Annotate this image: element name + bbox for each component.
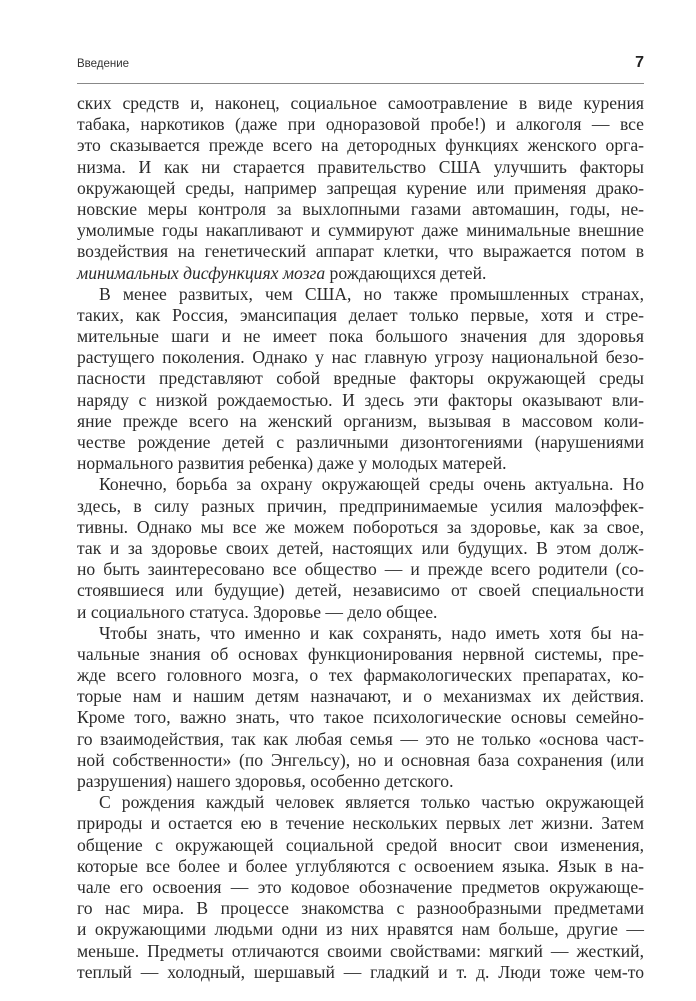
- paragraph: [77, 792, 644, 983]
- text-line: разрушения) нашего здоровья, особенно детского.: [77, 771, 454, 791]
- page-number: 7: [635, 54, 644, 71]
- text-line: [77, 263, 644, 284]
- text-line: С рождения каждый человек является только частью окружающей: [99, 792, 644, 813]
- text-line: пасности представляют собой вредные факторы окружающей среды: [77, 368, 644, 389]
- text-line: и социального статуса. Здоровье — дело общее.: [77, 601, 438, 622]
- text-line: Конечно, борьба за охрану окружающей среды очень актуальна. Но: [99, 474, 644, 495]
- text-line: го взаимодействия, так как любая семья — это не только «основа част-: [77, 728, 644, 749]
- text-line: общение с окружающей социальной средой вносит свои изменения,: [77, 834, 644, 855]
- italic-term: минимальных дисфункциях мозга: [77, 262, 326, 283]
- text-line: растущего поколения. Однако у нас главную угрозу национальной безо-: [77, 347, 644, 368]
- text-line: это сказывается прежде всего на детородных функциях женского орга-: [77, 135, 644, 156]
- text-line: нормального развития ребенка) даже у молодых матерей.: [77, 453, 507, 474]
- text-line: окружающей среды, например запрещая курение или применяя драко-: [77, 177, 644, 198]
- text-line: честве рождение детей с различными дизонтогениями (нарушениями: [77, 432, 644, 452]
- text-line: которые все более и более углубляются с освоением языка. Язык в на-: [77, 855, 644, 876]
- text-line: табака, наркотиков (даже при одноразовой пробе!) и алкоголя — все: [77, 114, 644, 135]
- text-line: природы и остается ею в течение нескольких первых лет жизни. Затем: [77, 813, 644, 834]
- text-line: В менее развитых, чем США, но также промышленных странах,: [99, 283, 644, 304]
- text-line: но быть заинтересовано все общество — и прежде всего родители (со-: [77, 559, 644, 580]
- text-line: Кроме того, важно знать, что такое психологические основы семейно-: [77, 707, 644, 728]
- text-line: ских средств и, наконец, социальное самоотравление в виде курения: [77, 93, 644, 113]
- paragraph: [77, 284, 644, 475]
- text-line: ной собственности» (по Энгельсу), но и основная база сохранения (или: [77, 749, 644, 770]
- text-line: чале его освоения — это кодовое обозначение предметов окружающе-: [77, 876, 644, 897]
- text-line: жде всего головного мозга, о тех фармакологических препаратах, ко-: [77, 665, 644, 686]
- text-line: стоявшиеся или будущие) детей, независимо от своей специальности: [77, 580, 644, 601]
- text-line: низма. И как ни старается правительство США улучшить факторы: [77, 156, 644, 177]
- text-line: воздействия на генетический аппарат клетки, что выражается потом в: [77, 241, 644, 262]
- text-line: теплый — холодный, шершавый — гладкий и т. д. Люди тоже чем-то: [77, 961, 644, 982]
- text-line: мительные шаги и не имеет пока большого значения для здоровья: [77, 326, 644, 347]
- paragraph: [77, 93, 644, 284]
- paragraph: [77, 474, 644, 622]
- text-line: тивны. Однако мы все же можем побороться за здоровье, как за свое,: [77, 516, 644, 537]
- text-segment: рождающихся детей.: [325, 262, 487, 283]
- text-line: го нас мира. В процессе знакомства с разнообразными предметами: [77, 898, 644, 919]
- text-line: таких, как Россия, эмансипация делает только первые, хотя и стре-: [77, 304, 644, 325]
- paragraph: [77, 623, 644, 793]
- text-line: чальные знания об основах функционирования нервной системы, пре-: [77, 643, 644, 664]
- text-line: Чтобы знать, что именно и как сохранять, надо иметь хотя бы на-: [99, 622, 644, 643]
- running-title: Введение: [77, 58, 130, 70]
- text-line: здесь, в силу разных причин, предпринимаемые усилия малоэффек-: [77, 495, 644, 516]
- text-line: яние прежде всего на женский организм, вызывая в массовом коли-: [77, 410, 644, 431]
- text-line: так и за здоровье своих детей, настоящих или будущих. В этом долж-: [77, 537, 644, 558]
- header-rule: [77, 83, 644, 84]
- text-line: и окружающими людьми одни из них нравятся нам больше, другие —: [77, 919, 644, 940]
- page-header: [77, 56, 644, 78]
- body-text: [77, 93, 644, 983]
- text-line: торые нам и нашим детям назначают, и о механизмах их действия.: [77, 686, 644, 707]
- text-line: новские меры контроля за выхлопными газами автомашин, годы, не-: [77, 198, 644, 219]
- text-line: умолимые годы накапливают и суммируют даже минимальные внешние: [77, 220, 644, 241]
- text-line: меньше. Предметы отличаются своими свойствами: мягкий — жесткий,: [77, 940, 644, 961]
- text-line: наряду с низкой рождаемостью. И здесь эти факторы оказывают вли-: [77, 389, 644, 410]
